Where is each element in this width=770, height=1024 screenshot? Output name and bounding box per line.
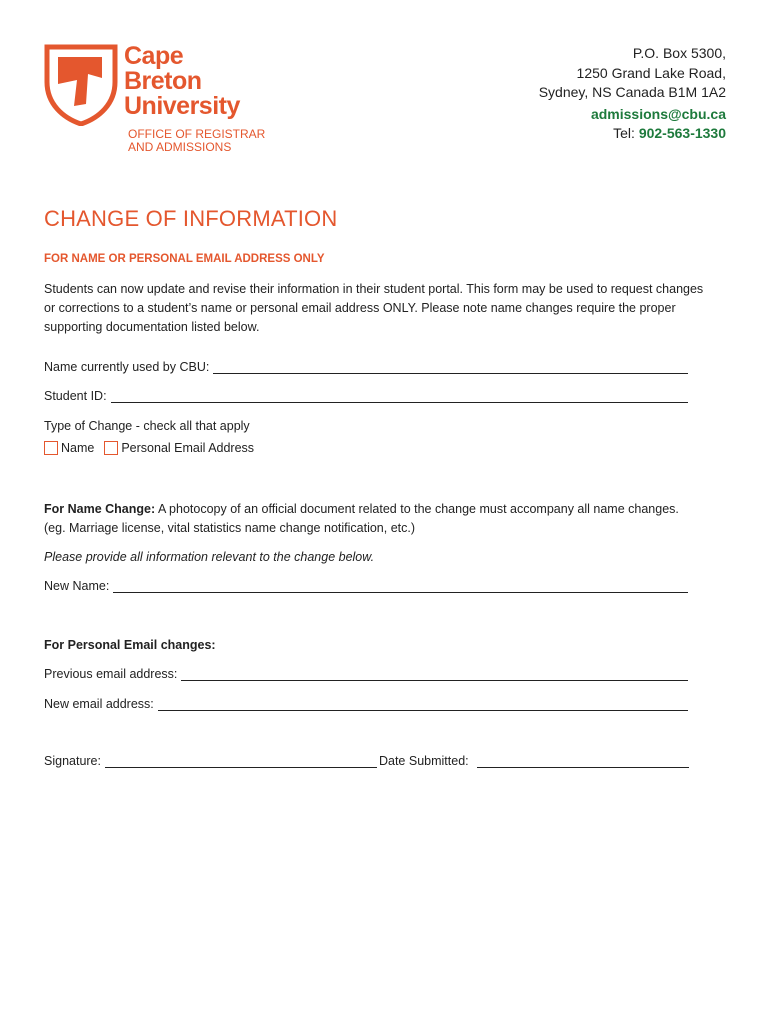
address-line-3: Sydney, NS Canada B1M 1A2 [538,84,726,100]
office-name [128,128,265,154]
address-line-1: P.O. Box 5300, [632,45,726,61]
date-label: Date Submitted: [378,754,469,768]
wordmark-line-1: Cape [124,42,184,70]
email-checkbox[interactable] [104,441,118,455]
new-name-label: New Name: [44,579,110,593]
office-line-2: AND ADMISSIONS [128,140,232,154]
prev-email-label: Previous email address: [44,667,178,681]
student-id-row [44,389,688,403]
student-id-field[interactable] [111,390,688,403]
contact-address [539,44,726,144]
new-email-field[interactable] [158,698,688,711]
contact-email: admissions@cbu.ca [590,105,726,122]
name-checkbox[interactable] [44,441,58,455]
office-line-1: OFFICE OF REGISTRAR [128,127,266,141]
signature-field[interactable] [105,755,377,768]
phone-label: Tel: [613,125,635,141]
name-change-note [44,500,724,538]
name-change-heading: For Name Change: [44,502,156,516]
change-type-label: Type of Change - check all that apply [44,419,250,433]
name-checkbox-label: Name [61,441,95,455]
new-name-field[interactable] [113,580,688,593]
current-name-field[interactable] [213,361,688,374]
wordmark-line-3: University [124,92,240,120]
shield-logo-icon [44,44,118,126]
prev-email-row [44,667,688,681]
address-line-2: 1250 Grand Lake Road, [576,64,726,81]
new-name-row [44,579,688,593]
prev-email-field[interactable] [181,668,688,681]
current-name-row [44,360,688,374]
change-type-options [44,441,264,455]
provide-note: Please provide all information relevant to the change below. [44,550,375,564]
date-field[interactable] [477,755,689,768]
email-checkbox-label: Personal Email Address [121,441,255,455]
new-email-row [44,697,688,711]
form-title: CHANGE OF INFORMATION [44,206,338,231]
email-change-heading: For Personal Email changes: [44,638,216,652]
signature-row [44,754,689,768]
intro-paragraph: Students can now update and revise their information in their student portal. This form may be used to request changes or corrections to a student’s name or personal email address ONLY. Please note name changes require the proper supporting documentation listed below. [44,282,704,334]
new-email-label: New email address: [44,697,154,711]
university-wordmark [124,44,240,119]
wordmark-line-2: Breton [124,67,202,95]
form-subtitle: FOR NAME OR PERSONAL EMAIL ADDRESS ONLY [44,253,325,265]
signature-label: Signature: [44,754,101,768]
phone-number: 902-563-1330 [638,125,726,141]
contact-phone [539,124,726,144]
current-name-label: Name currently used by CBU: [44,360,210,374]
cbu-logo [44,42,266,156]
name-change-text: A photocopy of an official document related to the change must accompany all name changes. [157,502,679,516]
student-id-label: Student ID: [44,389,107,403]
name-change-example: (eg. Marriage license, vital statistics name change notification, etc.) [44,521,416,535]
